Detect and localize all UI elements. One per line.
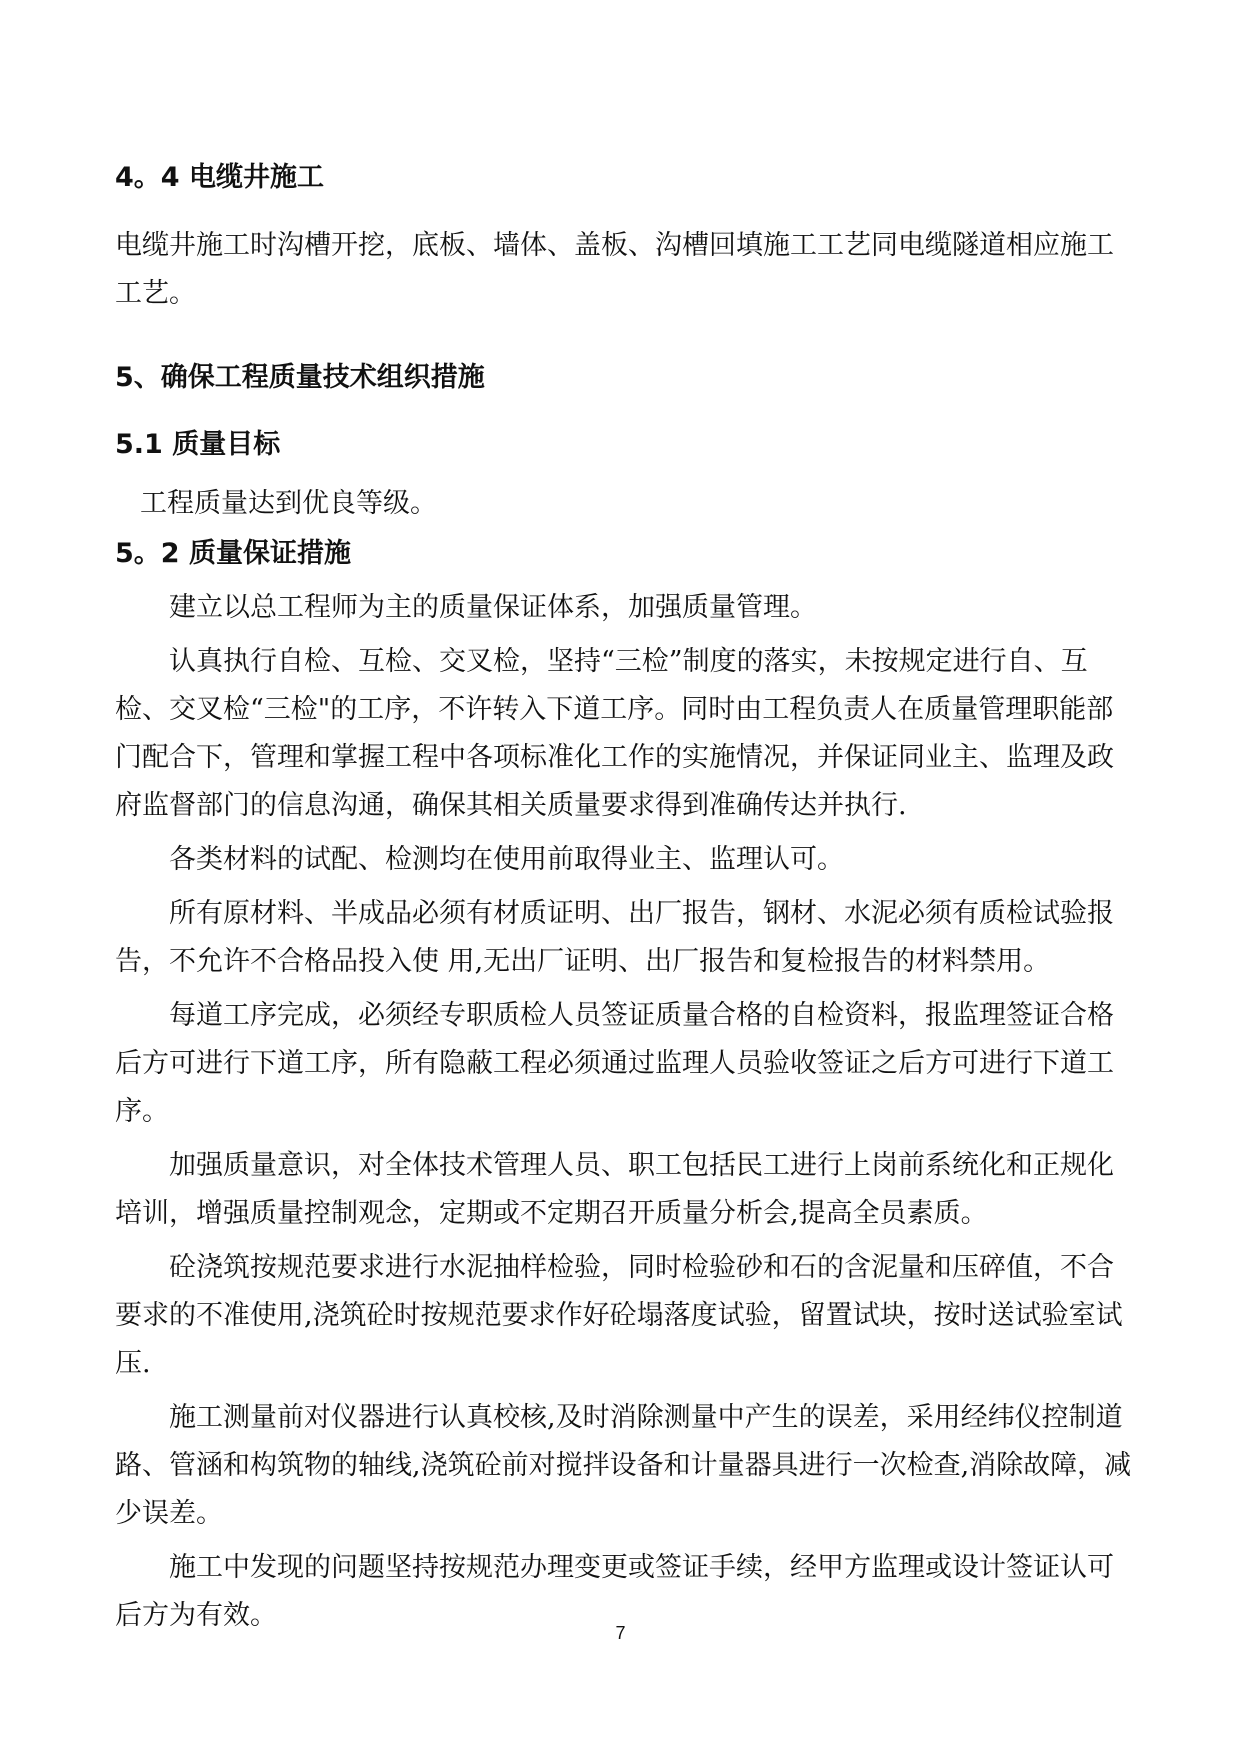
section-5-1-heading: 5.1 质量目标: [115, 429, 281, 460]
section-5-heading: 5、确保工程质量技术组织措施: [115, 362, 485, 393]
measure-paragraph: 认真执行自检、互检、交叉检，坚持“三检”制度的落实，未按规定进行自、互检、交叉检“三检"的工序，不许转入下道工序。同时由工程负责人在质量管理职能部门配合下，管理和掌握工程中各项标准化工作的实施情况，并保证同业主、监理及政府监督部门的信息沟通，确保其相关质量要求得到准确传达并执行.: [115, 646, 1114, 821]
measure-paragraph: 施工中发现的问题坚持按规范办理变更或签证手续，经甲方监理或设计签证认可后方为有效。: [115, 1552, 1114, 1631]
measure-paragraph: 加强质量意识，对全体技术管理人员、职工包括民工进行上岗前系统化和正规化培训，增强质量控制观念，定期或不定期召开质量分析会,提高全员素质。: [115, 1150, 1114, 1229]
section-4-4-paragraph: 电缆井施工时沟槽开挖，底板、墙体、盖板、沟槽回填施工工艺同电缆隧道相应施工工艺。: [115, 230, 1114, 309]
measure-paragraph: 砼浇筑按规范要求进行水泥抽样检验，同时检验砂和石的含泥量和压碎值，不合要求的不准使用,浇筑砼时按规范要求作好砼塌落度试验，留置试块，按时送试验室试压.: [115, 1252, 1123, 1379]
measure-paragraph: 施工测量前对仪器进行认真校核,及时消除测量中产生的误差，采用经纬仪控制道路、管涵和构筑物的轴线,浇筑砼前对搅拌设备和计量器具进行一次检查,消除故障，减少误差。: [115, 1402, 1132, 1529]
measure-paragraph: 每道工序完成，必须经专职质检人员签证质量合格的自检资料，报监理签证合格后方可进行下道工序，所有隐蔽工程必须通过监理人员验收签证之后方可进行下道工序。: [115, 1000, 1114, 1127]
section-4-4-heading: 4。4 电缆井施工: [115, 162, 324, 193]
measure-paragraph: 各类材料的试配、检测均在使用前取得业主、监理认可。: [169, 844, 844, 875]
measure-paragraph: 所有原材料、半成品必须有材质证明、出厂报告，钢材、水泥必须有质检试验报告，不允许不合格品投入使 用,无出厂证明、出厂报告和复检报告的材料禁用。: [115, 898, 1114, 977]
measure-paragraph: 建立以总工程师为主的质量保证体系，加强质量管理。: [169, 592, 817, 623]
page-number: 7: [615, 1623, 626, 1643]
section-5-2-heading: 5。2 质量保证措施: [115, 538, 351, 569]
quality-measures-list: [115, 584, 1135, 1646]
section-5-1-paragraph: 工程质量达到优良等级。: [140, 488, 437, 519]
